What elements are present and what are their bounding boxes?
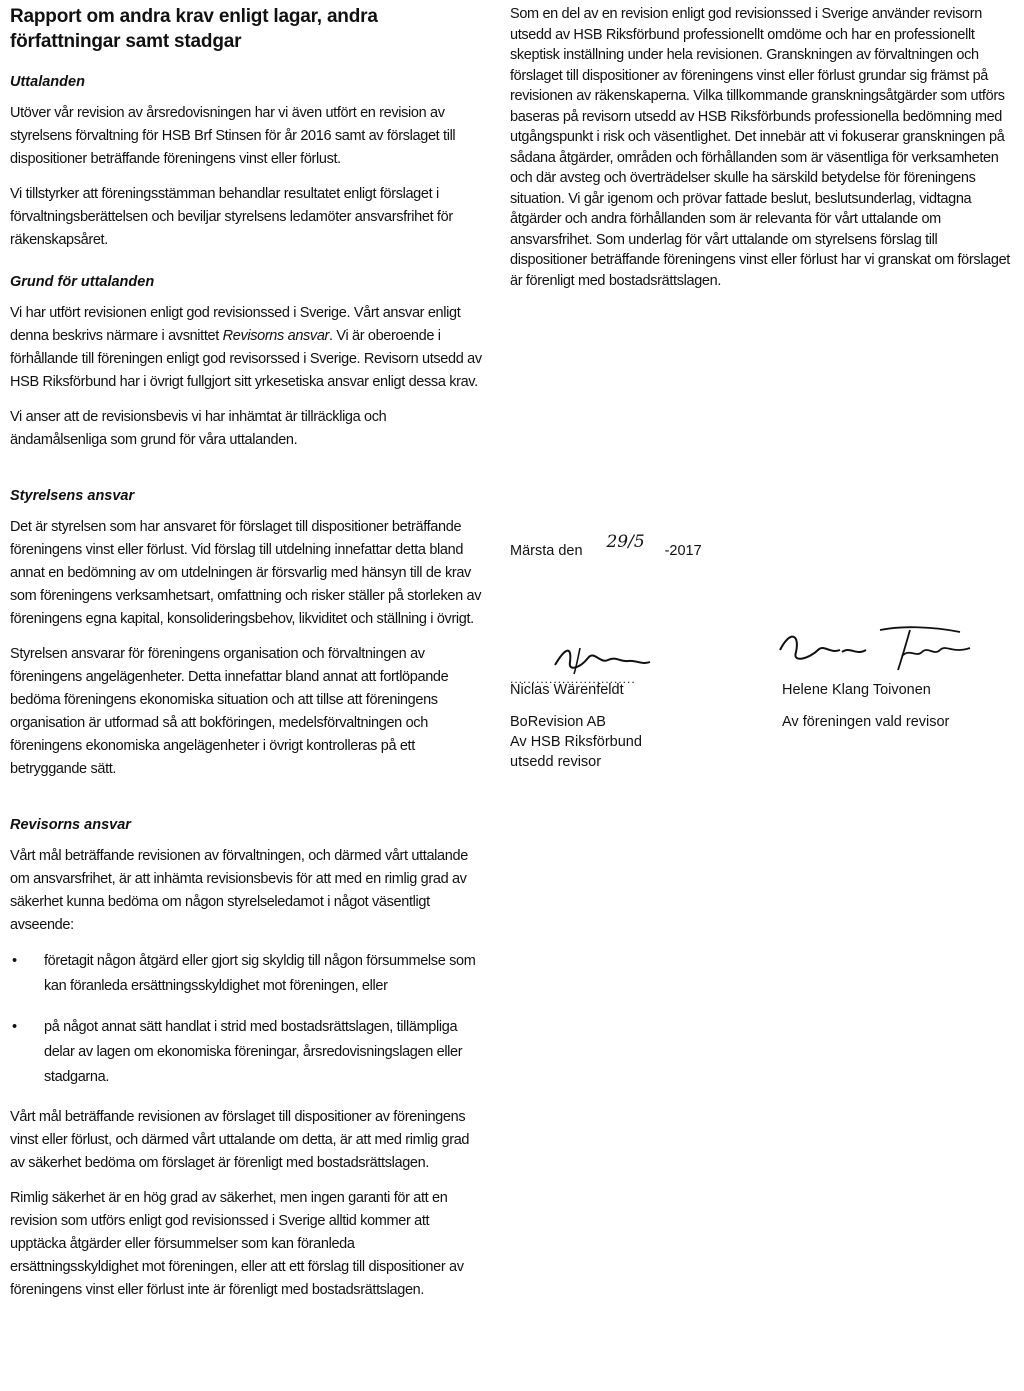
auditor-2-block <box>782 680 949 732</box>
title-line-2: författningar samt stadgar <box>10 31 242 52</box>
auditor-1-org-2: Av HSB Riksförbund <box>510 734 642 750</box>
grund-text-b: . Vi är oberoende i förhållande till föreningen enligt god revisorssed i Sverige. Revisorn utsedd av HSB Riksförbund har i övrigt fullgjort sitt yrkesetiska ansvar enligt dessa krav. <box>10 328 482 390</box>
grund-paragraph-2: Vi anser att de revisionsbevis vi har inhämtat är tillräckliga och ändamålsenliga som grund för våra uttalanden. <box>10 409 387 448</box>
right-column <box>510 0 1010 303</box>
auditor-2-role: Av föreningen vald revisor <box>782 714 950 730</box>
revisorn-paragraph-2: Vårt mål beträffande revisionen av förslaget till dispositioner av föreningens vinst eller förlust, och därmed vårt uttalande om detta, är att med rimlig grad av säkerhet bedöma om förslaget är förenligt med bostadsrättslagen. <box>10 1109 470 1171</box>
title-line-1: Rapport om andra krav enligt lagar, andra <box>10 6 378 27</box>
styrelsen-paragraph-1: Det är styrelsen som har ansvaret för förslaget till dispositioner beträffande föreningens vinst eller förlust. Vid förslag till utdelning innefattar detta bland annat en bedömning av om utdelningen är försvarlig med hänsyn till de krav som föreningens verksamhetsart, omfattning och risker ställer på storleken av föreningens egna kapital, konsolideringsbehov, likviditet och ställning i övrigt. <box>10 519 482 627</box>
handwritten-date: 29/5 <box>606 532 645 552</box>
place-date <box>510 532 702 560</box>
report-title <box>10 4 485 54</box>
list-item: • på något annat sätt handlat i strid med bostadsrättslagen, tillämpliga delar av lagen om ekonomiska föreningar, årsredovisningslagen eller stadgarna. <box>10 1015 485 1090</box>
bullet-icon: • <box>12 953 17 969</box>
heading-uttalanden: Uttalanden <box>10 74 85 90</box>
left-column <box>10 0 485 1314</box>
styrelsen-paragraph-2: Styrelsen ansvarar för föreningens organisation och förvaltningen av föreningens angelägenheter. Detta innefattar bland annat att fortlöpande bedöma föreningens ekonomiska situation och att tillse att föreningens organisation är utformad så att bokföringen, medelsförvaltningen och föreningens ekonomiska angelägenheter i övrigt kontrolleras på ett betryggande sätt. <box>10 646 449 777</box>
auditor-1-block <box>510 680 642 772</box>
revisorn-paragraph-3: Rimlig säkerhet är en hög grad av säkerhet, men ingen garanti för att en revision som utförs enligt god revisionssed i Sverige alltid kommer att upptäcka åtgärder eller försummelser som kan föranleda ersättningsskyldighet mot föreningen, eller att ett förslag till dispositioner av föreningens vinst eller förlust inte är förenligt med bostadsrättslagen. <box>10 1190 464 1298</box>
auditor-1-name: Niclas Wärenfeldt <box>510 682 624 698</box>
grund-paragraph-1 <box>10 302 485 394</box>
date-year: -2017 <box>664 543 702 559</box>
revisorn-bullet-list <box>10 949 485 1090</box>
auditor-2-name: Helene Klang Toivonen <box>782 682 931 698</box>
heading-grund: Grund för uttalanden <box>10 274 155 290</box>
auditor-1-org-1: BoRevision AB <box>510 714 606 730</box>
signature-line-1: ............................. <box>510 672 636 686</box>
place-text: Märsta den <box>510 543 583 559</box>
revisorn-paragraph-1: Vårt mål beträffande revisionen av förvaltningen, och därmed vårt uttalande om ansvarsfrihet, är att inhämta revisionsbevis för att med en rimlig grad av säkerhet kunna bedöma om någon styrelseledamot i något väsentligt avseende: <box>10 848 468 933</box>
list-item: • företagit någon åtgärd eller gjort sig skyldig till någon försummelse som kan föranleda ersättningsskyldighet mot föreningen, eller <box>10 949 485 999</box>
signature-area <box>510 530 1010 790</box>
uttalanden-paragraph-1: Utöver vår revision av årsredovisningen har vi även utfört en revision av styrelsens förvaltning för HSB Brf Stinsen för år 2016 samt av förslaget till dispositioner beträffande föreningens vinst eller förlust. <box>10 105 456 167</box>
grund-text-italic: Revisorns ansvar <box>222 328 330 344</box>
signature-helene-icon <box>770 620 980 680</box>
heading-styrelsen: Styrelsens ansvar <box>10 488 135 504</box>
uttalanden-paragraph-2: Vi tillstyrker att föreningsstämman behandlar resultatet enligt förslaget i förvaltningsberättelsen och beviljar styrelsens ledamöter ansvarsfrihet för räkenskapsåret. <box>10 186 453 248</box>
heading-revisorn: Revisorns ansvar <box>10 817 131 833</box>
grund-text-a: Vi har utfört revisionen enligt god revisionssed i Sverige. Vårt ansvar enligt denna beskrivs närmare i avsnittet <box>10 305 461 344</box>
bullet-icon: • <box>12 1019 17 1035</box>
right-paragraph: Som en del av en revision enligt god revisionssed i Sverige använder revisorn utsedd av HSB Riksförbund professionellt omdöme och har en professionellt skeptisk inställning under hela revisionen. Granskningen av förvaltningen och förslaget till dispositioner av föreningens vinst eller förlust grundar sig främst på revisionen av räkenskaperna. Vilka tillkommande granskningsåtgärder som utförs baseras på revisorn utsedd av HSB Riksförbunds professionella bedömning med utgångspunkt i risk och väsentlighet. Det innebär att vi fokuserar granskningen på sådana åtgärder, områden och förhållanden som är väsentliga för verksamheten och där avsteg och överträdelser skulle ha särskild betydelse för föreningens situation. Vi går igenom och prövar fattade beslut, beslutsunderlag, vidtagna åtgärder och andra förhållanden som är relevanta för vårt uttalande om ansvarsfrihet. Som underlag för vårt uttalande om styrelsens förslag till dispositioner beträffande föreningens vinst eller förlust har vi granskat om förslaget är förenligt med bostadsrättslagen. <box>510 6 1010 289</box>
auditor-1-org-3: utsedd revisor <box>510 754 602 770</box>
